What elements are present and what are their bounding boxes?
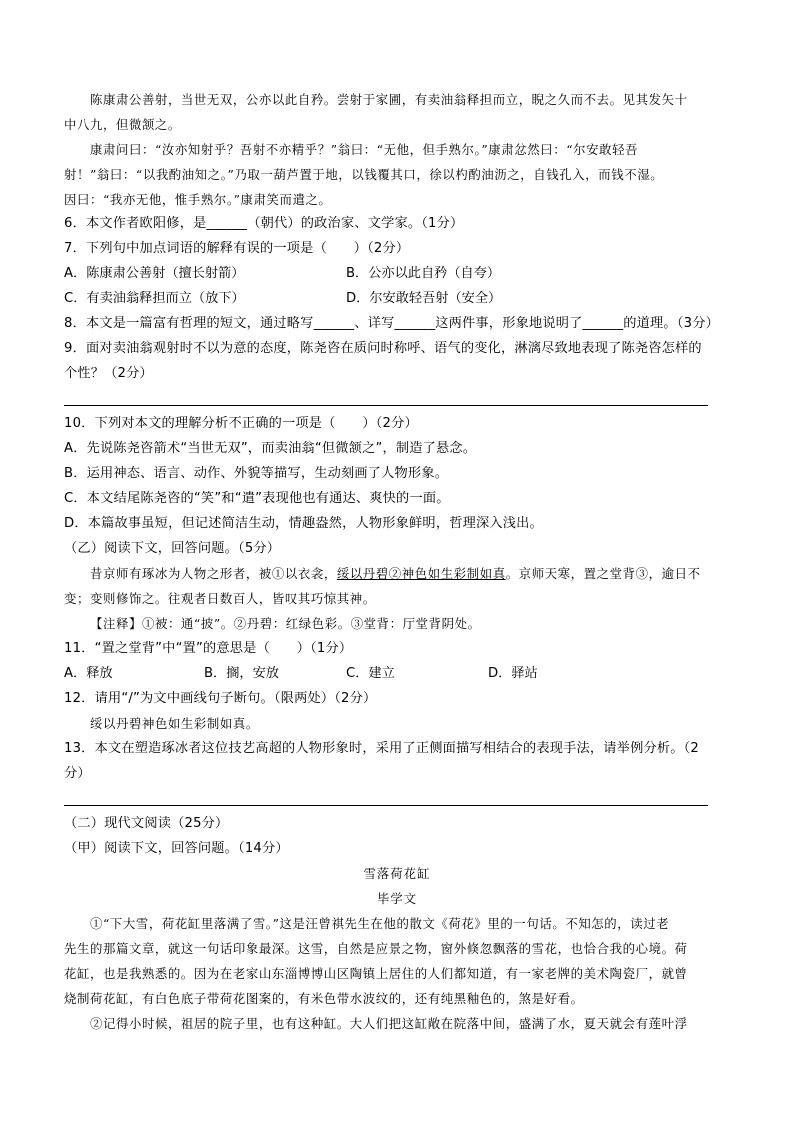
question-10-option-c: C．本文结尾陈尧咨的“笑”和“遣”表现他也有通达、爽快的一面。 [64, 491, 450, 506]
question-10-option-d: D．本篇故事虽短，但记述简洁生动，情趣盎然，人物形象鲜明，哲理深入浅出。 [64, 516, 543, 531]
section-2-heading: （二）现代文阅读（25分） [64, 816, 229, 831]
passage-yi-text-a: 昔京师有琢冰为人物之形者，被①以衣衾， [90, 566, 337, 581]
answer-line-q9 [64, 405, 708, 406]
question-7-stem: 7．下列句中加点词语的解释有误的一项是（ ）（2分） [64, 241, 410, 256]
question-8: 8．本文是一篇富有哲理的短文，通过略写______、详写______这两件事，形象地说明了______的道理。（3分） [64, 316, 719, 331]
question-9-line1: 9．面对卖油翁观射时不以为意的态度，陈尧咨在质问时称呼、语气的变化，淋漓尽致地表现了陈尧咨怎样的 [64, 341, 702, 356]
question-6: 6．本文作者欧阳修，是______（朝代）的政治家、文学家。（1分） [64, 216, 464, 231]
question-7-option-a: A．陈康肃公善射（擅长射箭） [64, 266, 245, 281]
article-p1-line2: 先生的那篇文章，就这一句话印象最深。这雪，自然是应景之物，窗外倏忽飘落的雪花，也恰合我的心境。荷 [64, 941, 688, 956]
article-title: 雪落荷花缸 [363, 866, 431, 881]
passage-yi-text-b: 。京师天寒，置之堂背③，逾日不 [505, 566, 701, 581]
question-11-option-b: B．搁，安放 [204, 666, 279, 681]
question-12-stem: 12．请用“/”为文中画线句子断句。（限两处）（2分） [64, 691, 377, 706]
question-13-line2: 分） [64, 766, 91, 781]
article-p1-line4: 烧制荷花缸，有白色底子带荷花图案的，有米色带水波纹的，还有纯黑釉色的，煞是好看。 [64, 991, 584, 1006]
article-author: 毕学文 [376, 891, 418, 906]
passage-jia-p2-line2: 射！”翁曰：“以我酌油知之。”乃取一葫芦置于地，以钱覆其口，徐以杓酌油沥之，自钱孔入，而钱不湿。 [64, 167, 664, 182]
question-9-line2: 个性？（2分） [64, 366, 153, 381]
question-7-option-d: D．尔安敢轻吾射（安全） [346, 291, 502, 306]
question-13-line1: 13．本文在塑造琢冰者这位技艺高超的人物形象时，采用了正侧面描写相结合的表现手法，请举例分析。（2 [64, 741, 699, 756]
passage-yi-notes: 【注释】①被：通“披”。②丹碧：红绿色彩。③堂背：厅堂背阴处。 [90, 616, 481, 631]
question-11-stem: 11．“置之堂背”中“置”的意思是（ ）（1分） [64, 641, 353, 656]
section-2-sub-heading: （甲）阅读下文，回答问题。（14分） [64, 841, 289, 856]
question-12-sentence: 绥以丹碧神色如生彩制如真。 [90, 716, 259, 731]
question-10-option-b: B．运用神态、语言、动作、外貌等描写，生动刻画了人物形象。 [64, 466, 449, 481]
section-yi-heading: （乙）阅读下文，回答问题。（5分） [64, 541, 281, 556]
question-11-option-d: D．驿站 [488, 666, 538, 681]
question-10-stem: 10．下列对本文的理解分析不正确的一项是（ ）（2分） [64, 416, 418, 431]
passage-yi-line1 [90, 564, 736, 584]
answer-line-q13 [64, 805, 708, 806]
passage-jia-p1-line2: 中八九，但微颔之。 [64, 117, 181, 132]
question-10-option-a: A．先说陈尧咨箭术“当世无双”，而卖油翁“但微颔之”，制造了悬念。 [64, 441, 477, 456]
passage-jia-p1-line1: 陈康肃公善射，当世无双，公亦以此自矜。尝射于家圃，有卖油翁释担而立，睨之久而不去。见其发矢十 [90, 92, 688, 107]
passage-jia-p2-line3: 因曰：“我亦无他，惟手熟尔。”康肃笑而遣之。 [64, 192, 332, 207]
passage-yi-line2: 变；变则修饰之。往观者日数百人，皆叹其巧惊其神。 [64, 591, 376, 606]
question-11-option-a: A．释放 [64, 666, 113, 681]
question-7-option-b: B．公亦以此自矜（自夸） [346, 266, 501, 281]
article-p2-line1: ②记得小时候，祖居的院子里，也有这种缸。大人们把这缸敞在院落中间，盛满了水，夏天就会有莲叶浮 [90, 1016, 688, 1031]
underlined-sentence: 绥以丹碧②神色如生彩制如真 [336, 566, 506, 581]
question-11-option-c: C．建立 [346, 666, 395, 681]
question-7-option-c: C．有卖油翁释担而立（放下） [64, 291, 245, 306]
article-p1-line3: 花缸，也是我熟悉的。因为在老家山东淄博博山区陶镇上居住的人们都知道，有一家老牌的美术陶瓷厂，就曾 [64, 966, 688, 981]
article-p1-line1: ①“下大雪，荷花缸里落满了雪。”这是汪曾祺先生在他的散文《荷花》里的一句话。不知怎的，读过老 [90, 916, 670, 931]
passage-jia-p2-line1: 康肃问曰：“汝亦知射乎？吾射不亦精乎？”翁曰：“无他，但手熟尔。”康肃忿然曰：“尔安敢轻吾 [90, 142, 639, 157]
